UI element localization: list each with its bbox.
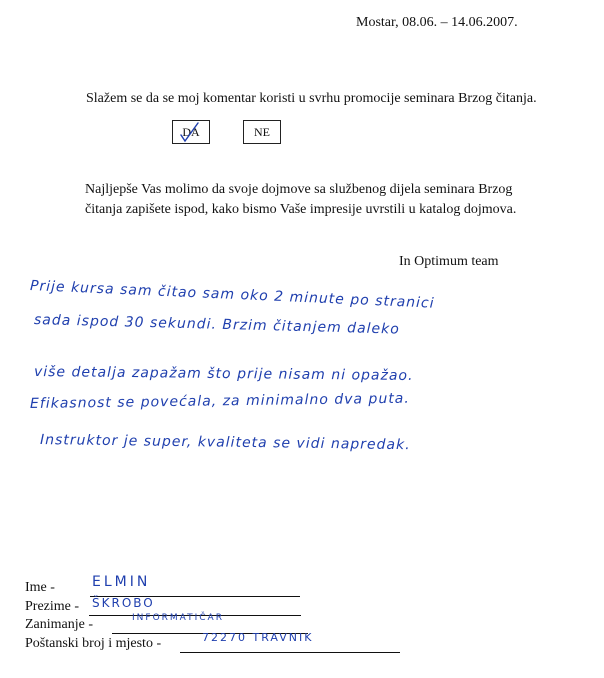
comment-line: Instruktor je super, kvaliteta se vidi napredak.	[39, 432, 411, 454]
comment-line: sada ispod 30 sekundi. Brzim čitanjem daleko	[33, 312, 401, 338]
comment-line: Efikasnost se povećala, za minimalno dva puta.	[29, 390, 410, 412]
consent-no-label: NE	[254, 125, 270, 139]
comment-line: Prije kursa sam čitao sam oko 2 minute po stranici	[29, 278, 435, 312]
last-name-value: ŠKROBO	[92, 596, 155, 610]
last-name-label: Prezime -	[25, 599, 80, 614]
consent-yes-box[interactable]	[172, 120, 210, 144]
occupation-label: Zanimanje -	[25, 617, 94, 632]
request-paragraph: Najljepše Vas molimo da svoje dojmove sa službenog dijela seminara Brzog čitanja zapišete ispod, kako bismo Vaše impresije uvrstili u katalog dojmova.	[85, 182, 517, 217]
consent-yes-label: DA	[182, 125, 200, 139]
team-signature: In Optimum team	[399, 254, 499, 269]
postal-code-city-label: Poštanski broj i mjesto -	[25, 636, 162, 651]
consent-statement: Slažem se da se moj komentar koristi u svrhu promocije seminara Brzog čitanja.	[86, 91, 537, 106]
document-date: Mostar, 08.06. – 14.06.2007.	[356, 15, 518, 30]
occupation-value: INFORMATIČAR	[132, 613, 224, 623]
consent-no-box[interactable]	[243, 120, 281, 144]
comment-line: više detalja zapažam što prije nisam ni opažao.	[33, 364, 414, 384]
first-name-label: Ime -	[25, 580, 55, 595]
first-name-value: ELMIN	[92, 574, 151, 590]
checkmark-icon	[173, 121, 211, 145]
postal-code-city-value: 72270 TRAVNIK	[202, 631, 314, 644]
postal-code-city-field[interactable]	[180, 652, 400, 653]
